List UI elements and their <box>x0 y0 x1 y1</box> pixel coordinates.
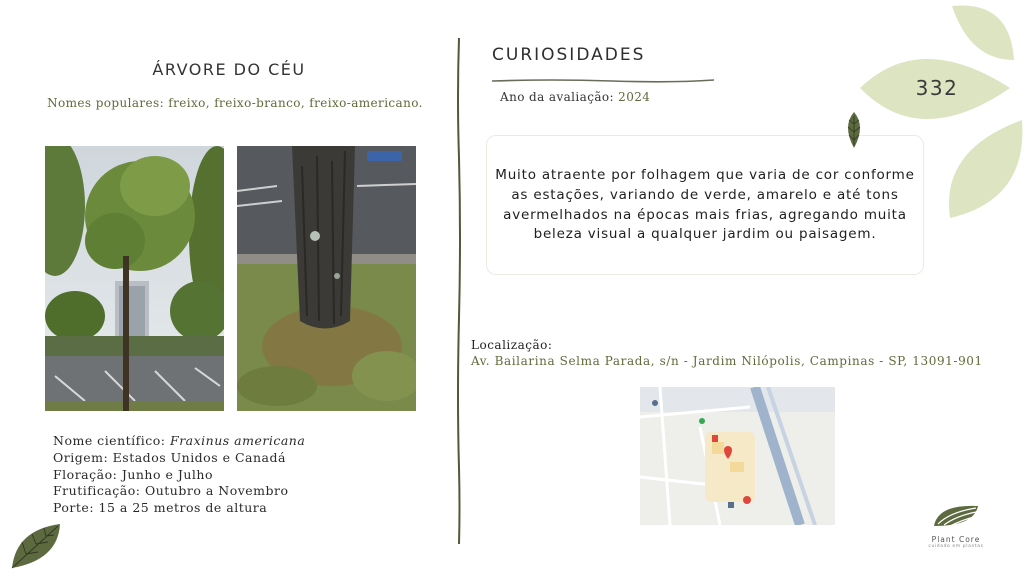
corner-leaf-icon <box>8 520 64 576</box>
location-map[interactable] <box>640 387 835 525</box>
column-divider <box>455 38 463 548</box>
title-underline <box>492 69 714 88</box>
detail-label: Porte: <box>53 500 95 516</box>
popular-names-value: freixo, freixo-branco, freixo-americano. <box>168 96 423 110</box>
location-address: Av. Bailarina Selma Parada, s/n - Jardim Nilópolis, Campinas - SP, 13091-901 <box>471 354 983 368</box>
year-value: 2024 <box>618 90 651 104</box>
detail-label: Nome científico: <box>53 433 166 448</box>
tree-details <box>53 433 305 517</box>
detail-scientific-name <box>53 433 305 450</box>
curiosities-box <box>486 135 924 275</box>
popular-names-label: Nomes populares: <box>47 96 165 110</box>
tree-photo <box>45 146 224 411</box>
popular-names <box>0 96 470 110</box>
location-label: Localização: <box>471 338 553 352</box>
logo-name: Plant Core <box>931 535 981 544</box>
detail-value: Estados Unidos e Canadá <box>112 449 286 465</box>
leaf-icon <box>842 110 866 154</box>
tree-name-title: ÁRVORE DO CÉU <box>152 60 306 79</box>
detail-value: Junho e Julho <box>121 466 213 482</box>
logo-tagline: cuidado em plantas <box>928 544 984 549</box>
leaves-decoration <box>860 0 1024 226</box>
detail-value: 15 a 25 metros de altura <box>98 500 268 516</box>
detail-origin <box>53 450 305 467</box>
plant-core-logo <box>920 500 992 549</box>
curiosities-text: Muito atraente por folhagem que varia de cor conforme as estações, variando de verde, amarelo e até tons avermelhados na épocas mais frias, agregando muita beleza visual a qualquer jardim ou paisagem. <box>495 167 915 243</box>
detail-label: Frutificação: <box>53 483 141 499</box>
trunk-photo <box>237 146 416 411</box>
evaluation-year <box>500 90 650 104</box>
curiosities-title: CURIOSIDADES <box>492 45 646 65</box>
detail-label: Floração: <box>53 466 118 482</box>
detail-fruiting <box>53 483 305 500</box>
detail-value: Fraxinus americana <box>170 433 306 448</box>
logo-leaf-icon <box>930 500 982 530</box>
detail-label: Origem: <box>53 449 109 465</box>
year-label: Ano da avaliação: <box>500 90 614 104</box>
detail-size <box>53 500 305 517</box>
detail-flowering <box>53 467 305 484</box>
tree-number-badge: 332 <box>915 76 959 100</box>
detail-value: Outubro a Novembro <box>144 483 289 499</box>
